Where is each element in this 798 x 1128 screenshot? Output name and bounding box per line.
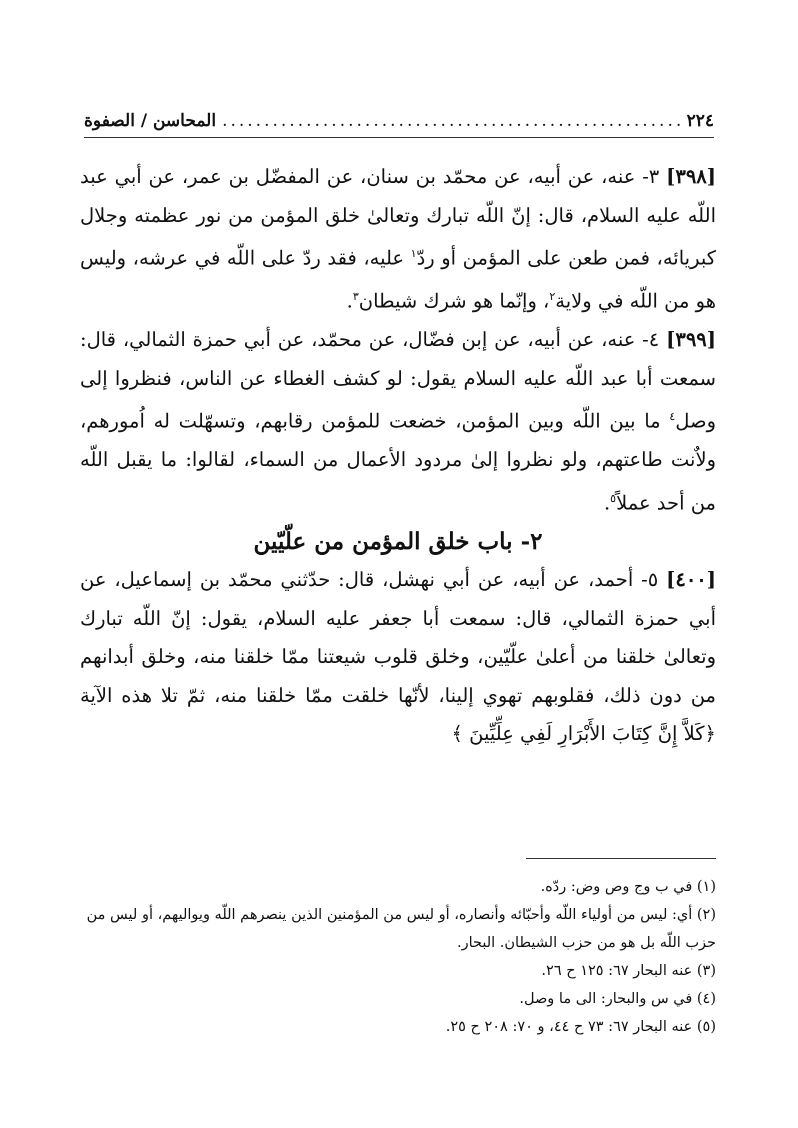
footnote-1: (١) في ب وج وص وض: ردّه.	[540, 879, 716, 895]
running-header	[84, 106, 714, 136]
footnote-2: (٢) أي: ليس من أولياء اللّه وأحبّائه وأنصاره، أو ليس من المؤمنين الذين ينصرهم اللّه ويواليهم، أو ليس من حزب اللّه بل هو من حزب الشيطان. البحار.	[86, 907, 716, 951]
footnote-ref: ٤	[669, 410, 676, 423]
paragraph-400	[80, 561, 716, 754]
hadith-number: [٣٩٨]	[666, 165, 716, 188]
hadith-number: [٣٩٩]	[666, 328, 717, 351]
main-text	[80, 158, 716, 754]
footnote-ref: ٢	[549, 290, 556, 303]
footnote-ref: ٥	[610, 491, 617, 505]
paragraph-399	[80, 321, 716, 523]
footnote-ref: ٣	[352, 290, 359, 303]
footnote-rule	[526, 858, 716, 859]
footnotes	[80, 858, 716, 1041]
hadith-number: [٤٠٠]	[666, 568, 716, 591]
header-rule	[84, 137, 714, 138]
section-title: ٢- باب خلق المؤمن من علّيّين	[253, 527, 543, 555]
paragraph-398	[80, 158, 716, 321]
paragraph-text: .	[603, 491, 611, 514]
book-title: المحاسن / الصفوة	[84, 111, 217, 131]
header-dot-leader	[222, 111, 681, 131]
footnote-3: (٣) عنه البحار ٦٧: ١٢٥ ح ٢٦.	[541, 963, 716, 979]
paragraph-text: ٤- عنه، عن أبيه، عن إبن فضّال، عن محمّد، عن أبي حمزة الثمالي، قال: سمعت أبا عبد اللّه عليه السلام يقول: لو كشف الغطاء عن الناس، فنظروا إلى وصل	[80, 328, 716, 433]
page-number: ٢٢٤	[686, 111, 714, 131]
footnote-4: (٤) في س والبحار: الى ما وصل.	[519, 991, 716, 1007]
paragraph-text: .	[346, 289, 353, 313]
paragraph-text: ، وإنّما هو شرك شيطان	[358, 289, 550, 313]
paragraph-text: ٥- أحمد، عن أبيه، عن أبي نهشل، قال: حدّثني محمّد بن إسماعيل، عن أبي حمزة الثمالي، قال: سمعت أبا جعفر عليه السلام، يقول: إنّ اللّه تبارك وتعالىٰ خلقنا من أعلىٰ علّيّين، وخلق قلوب شيعتنا ممّا خلقنا منه، وخلق أبدانهم من دون ذلك، فقلوبهم تهوي إلينا، لأنّها خلقت ممّا خلقنا منه، ثمّ تلا هذه الآية ﴿كَلاَّ إِنَّ كِتَابَ الأَبْرَارِ لَفِي عِلِّيِّينَ ﴾	[80, 568, 716, 745]
paragraph-text: ٣- عنه، عن أبيه، عن محمّد بن سنان، عن المفضّل بن عمر، عن أبي عبد اللّه عليه السلام، قال: إنّ اللّه تبارك وتعالىٰ خلق المؤمن من نور عظمته وجلال كبريائه، فمن طعن على المؤمن أو ردّ	[80, 165, 717, 270]
paragraph-text: ما بين اللّه وبين المؤمن، خضعت للمؤمن رقابهم، وتسهّلت له اُمورهم، ولاٌنت طاعتهم، ولو نظروا إلىٰ مردود الأعمال من السماء، لقالوا: ما يقبل اللّه من أحد عملاً	[80, 409, 716, 514]
paragraph-text: عليه، فقد ردّ على اللّه في عرشه، وليس هو من اللّه في ولاية	[80, 246, 716, 313]
footnote-5: (٥) عنه البحار ٦٧: ٧٣ ح ٤٤، و ٧٠: ٢٠٨ ح ٢٥.	[445, 1019, 716, 1035]
footnote-ref: ١	[410, 247, 417, 260]
